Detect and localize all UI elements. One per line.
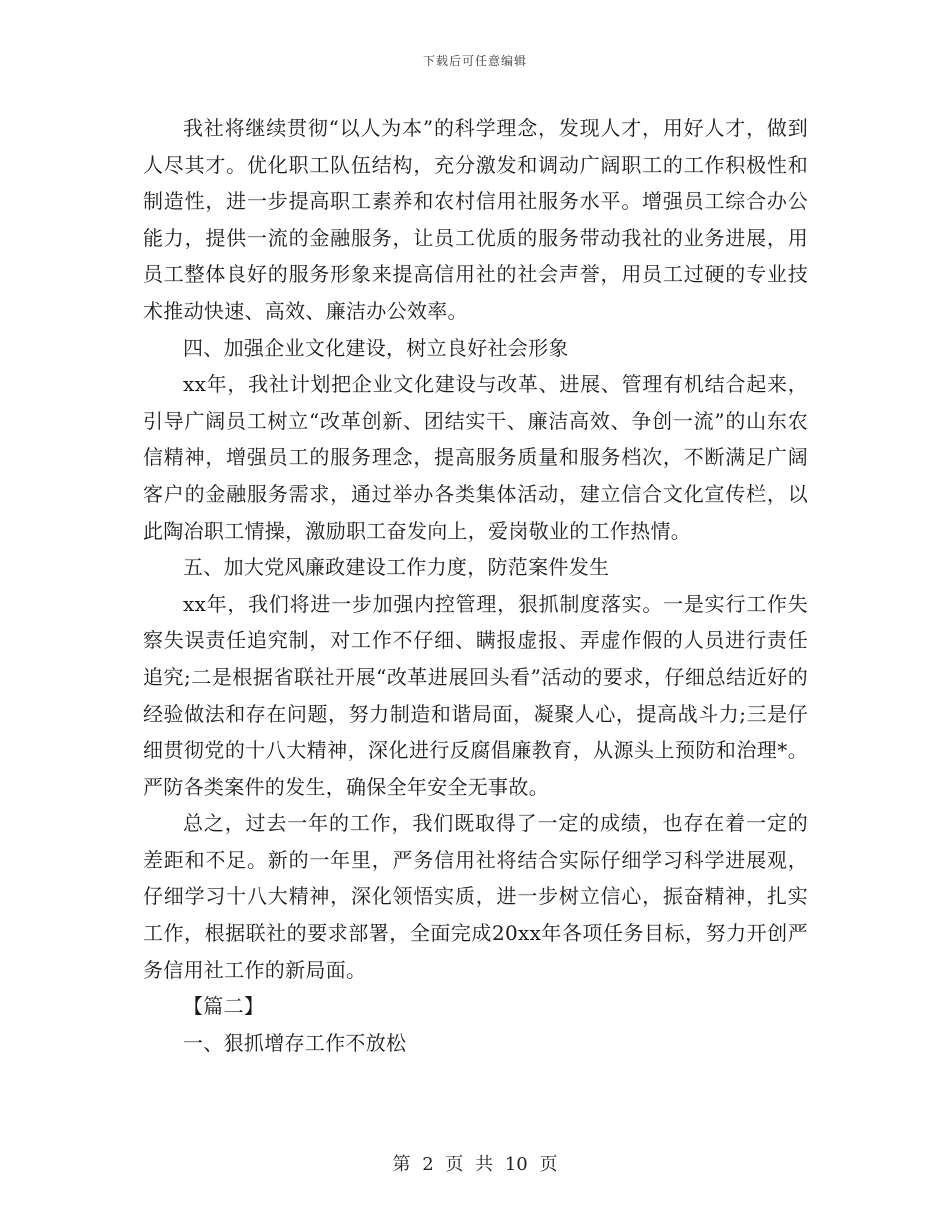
section-heading-corporate-culture: 四、加强企业文化建设，树立良好社会形象 (183, 335, 569, 360)
page-number: 第 2 页 共 10 页 (392, 1154, 558, 1175)
paragraph-anti-corruption: xx年，我们将进一步加强内控管理，狠抓制度落实。一是实行工作失察失误责任追究制，对工作不仔细、瞒报虚报、弄虚作假的人员进行责任追究;二是根据省联社开展“改革进展回头看”活动的要求，仔细总结近好的经验做法和存在问题，努力制造和谐局面，凝聚人心，提高战斗力;三是仔细贯彻党的十八大精神，深化进行反腐倡廉教育，从源头上预防和治理*。严防各类案件的发生，确保全年安全无事故。 (143, 591, 808, 799)
paragraph-summary: 总之，过去一年的工作，我们既取得了一定的成绩，也存在着一定的差距和不足。新的一年里，严务信用社将结合实际仔细学习科学进展观，仔细学习十八大精神，深化领悟实质，进一步树立信心，振奋精神，扎实工作，根据联社的要求部署，全面完成20xx年各项任务目标，努力开创严务信用社工作的新局面。 (143, 811, 808, 982)
section-label-part-two: 【篇二】 (183, 994, 265, 1019)
paragraph-corporate-culture: xx年，我社计划把企业文化建设与改革、进展、管理有机结合起来，引导广阔员工树立“改革创新、团结实干、廉洁高效、争创一流”的山东农信精神，增强员工的服务理念，提高服务质量和服务档次，不断满足广阔客户的金融服务需求，通过举办各类集体活动，建立信合文化宣传栏，以此陶冶职工情操，激励职工奋发向上，爱岗敬业的工作热情。 (143, 372, 808, 543)
page-header-note: 下载后可任意编辑 (422, 54, 527, 68)
document-body (143, 110, 808, 1061)
section-heading-deposit-growth: 一、狠抓增存工作不放松 (183, 1030, 407, 1055)
section-heading-anti-corruption: 五、加大党风廉政建设工作力度，防范案件发生 (183, 555, 610, 580)
paragraph-talent-philosophy: 我社将继续贯彻“以人为本”的科学理念，发现人才，用好人才，做到人尽其才。优化职工队伍结构，充分激发和调动广阔职工的工作积极性和制造性，进一步提高职工素养和农村信用社服务水平。增强员工综合办公能力，提供一流的金融服务，让员工优质的服务带动我社的业务进展，用员工整体良好的服务形象来提高信用社的社会声誉，用员工过硬的专业技术推动快速、高效、廉洁办公效率。 (143, 116, 808, 323)
